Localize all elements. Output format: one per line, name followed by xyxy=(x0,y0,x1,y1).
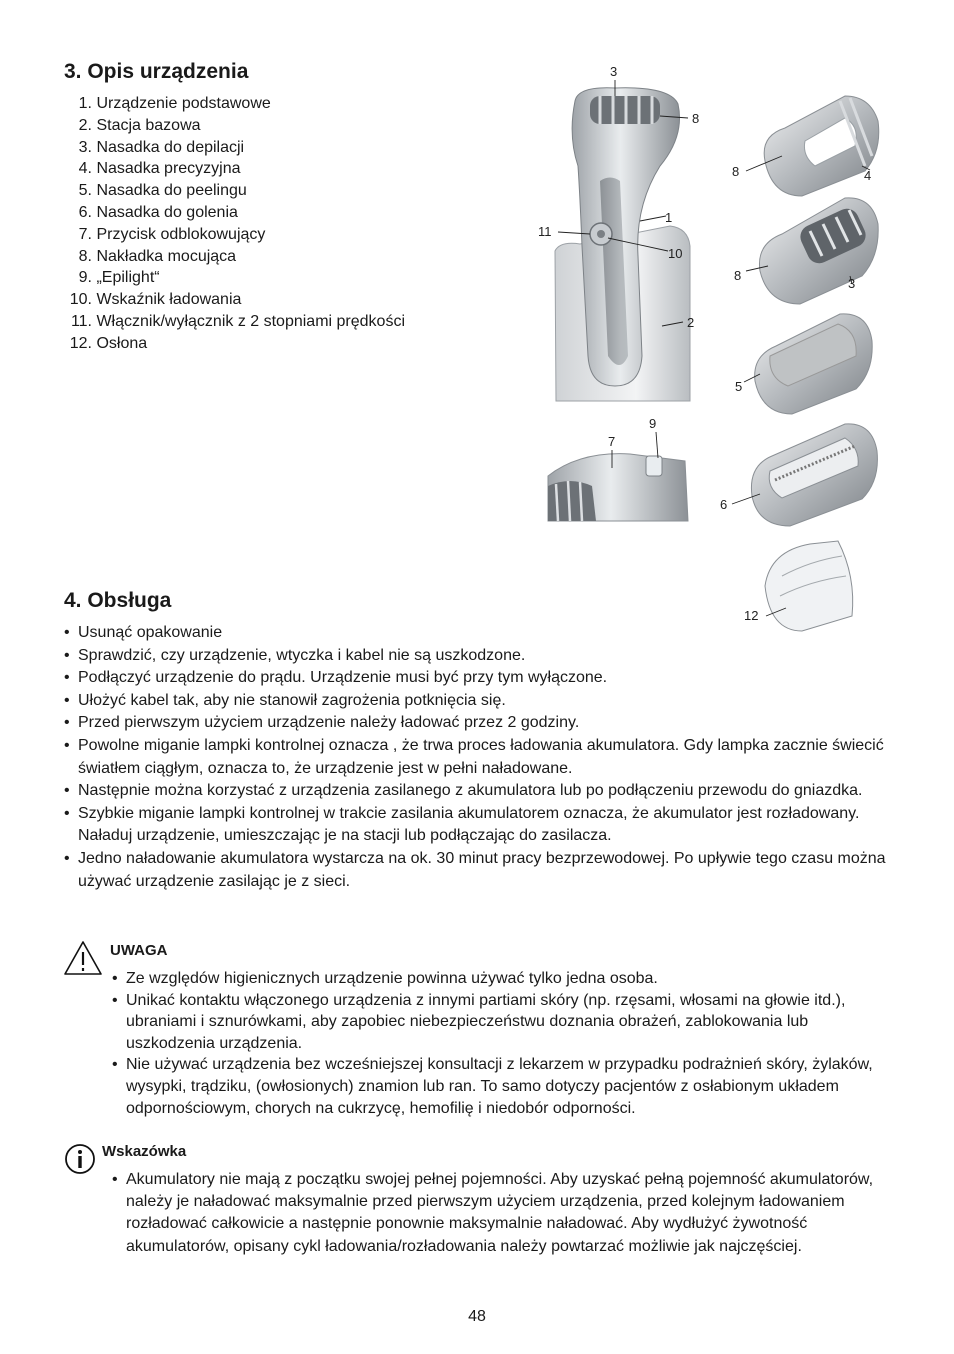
list-item: 8. Nakładka mocująca xyxy=(78,247,237,265)
info-icon xyxy=(64,1143,96,1175)
callout-label: 8 xyxy=(692,111,700,126)
callout-label: 10 xyxy=(668,246,683,261)
page-number: 48 xyxy=(468,1308,486,1325)
callout-label: 7 xyxy=(608,434,616,449)
section-3-title: 3. Opis urządzenia xyxy=(64,60,249,83)
list-item: • Akumulatory nie mają z początku swojej pełnej pojemności. Aby uzyskać pełną pojemność akumulatorów, należy je naładować maksymalnie przed pierwszym użyciem urządzenia, przed kolejnym ładowaniem rozładować całkowicie a następnie ponownie maksymalnie naładować. Aby wydłużyć żywotność akumulatorów, opisany cykl ładowania/rozładowania należy powtarzać możliwie jak najczęściej. xyxy=(112,1169,882,1258)
list-item: • Ze względów higienicznych urządzenie powinna używać tylko jedna osoba. xyxy=(112,968,892,990)
note-title: Wskazówka xyxy=(102,1143,187,1160)
list-item: 11. Włącznik/wyłącznik z 2 stopniami prędkości xyxy=(70,312,405,330)
callout-label: 5 xyxy=(735,379,743,394)
list-item: • Powolne miganie lampki kontrolnej oznacza , że trwa proces ładowania akumulatora. Gdy lampka zacznie świecić światłem ciągłym, oznacza to, że urządzenie jest w pełni naładowane. xyxy=(64,735,894,780)
list-item: • Następnie można korzystać z urządzenia zasilanego z akumulatora lub po podłączeniu przewodu do gniazdka. xyxy=(64,780,894,803)
callout-label: 12 xyxy=(744,608,759,623)
list-item: • Ułożyć kabel tak, aby nie stanowił zagrożenia potknięcia się. xyxy=(64,690,894,713)
callout-label: 8 xyxy=(734,268,742,283)
epilation-cap xyxy=(759,198,878,304)
callout-label: 6 xyxy=(720,497,728,512)
list-item: 5. Nasadka do peelingu xyxy=(78,182,247,200)
list-item: • Podłączyć urządzenie do prądu. Urządzenie musi być przy tym wyłączone. xyxy=(64,667,894,690)
list-item: • Przed pierwszym użyciem urządzenie należy ładować przez 2 godziny. xyxy=(64,712,894,735)
warning-title: UWAGA xyxy=(110,942,168,959)
protective-cover xyxy=(765,541,853,631)
note-list xyxy=(112,1169,882,1258)
detail-closeup xyxy=(548,454,688,521)
list-item: • Nie używać urządzenia bez wcześniejszej konsultacji z lekarzem w przypadku podrażnień skóry, żylaków, wysypki, trądziku, (owłosionych) znamion lub ran. To samo dotyczy pacjentów z osłabionym układem odpornościowym, chorych na cukrzycę, hemofilię i niedobór odporności. xyxy=(112,1054,892,1119)
callout-label: 11 xyxy=(538,224,552,239)
shaver-cap xyxy=(751,424,877,526)
list-item: 2. Stacja bazowa xyxy=(78,116,201,134)
list-item: 12. Osłona xyxy=(69,334,148,352)
list-item: 9. „Epilight“ xyxy=(78,269,160,287)
list-item: 1. Urządzenie podstawowe xyxy=(78,95,271,112)
callout-label: 9 xyxy=(649,416,657,431)
callout-label: 2 xyxy=(687,315,695,330)
list-item: • Jedno naładowanie akumulatora wystarcza na ok. 30 minut pracy bezprzewodowej. Po upływie tego czasu można używać urządzenie zasilając je z sieci. xyxy=(64,848,894,893)
callout-label: 3 xyxy=(848,276,856,291)
warning-triangle-icon xyxy=(63,940,103,976)
list-item: 10. Wskaźnik ładowania xyxy=(69,291,242,309)
callout-label: 1 xyxy=(665,210,673,225)
list-item: • Szybkie miganie lampki kontrolnej w trakcie zasilania akumulatorem oznacza, że akumulator jest rozładowany. Naładuj urządzenie, umieszczając je na stacji lub podłączając do zasilacza. xyxy=(64,803,894,848)
callout-label: 8 xyxy=(732,164,740,179)
callout-label: 3 xyxy=(610,64,618,79)
list-item: 7. Przycisk odblokowujący xyxy=(78,225,266,243)
callout-label: 4 xyxy=(864,168,872,183)
peeling-cap xyxy=(755,314,873,414)
list-item: 4. Nasadka precyzyjna xyxy=(78,160,241,178)
warning-list xyxy=(112,968,892,1119)
list-item: 6. Nasadka do golenia xyxy=(78,203,238,221)
list-item: • Usunąć opakowanie xyxy=(64,622,894,645)
parts-list xyxy=(64,93,405,355)
list-item: 3. Nasadka do depilacji xyxy=(78,138,245,156)
usage-list xyxy=(64,622,894,893)
product-illustration xyxy=(520,56,900,646)
list-item: • Unikać kontaktu włączonego urządzenia z innymi partiami skóry (np. rzęsami, włosami na głowie itd.), ubraniami i sznurówkami, aby zapobiec niebezpieczeństwu doznania obrażeń, zablokowania lub uszkodzenia urządzenia. xyxy=(112,990,892,1055)
precision-cap xyxy=(764,96,879,196)
section-4-title: 4. Obsługa xyxy=(64,589,172,612)
list-item: • Sprawdzić, czy urządzenie, wtyczka i kabel nie są uszkodzone. xyxy=(64,645,894,668)
